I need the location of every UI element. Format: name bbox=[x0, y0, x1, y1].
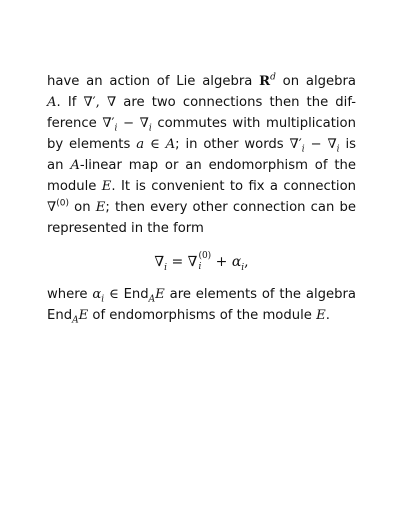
math-superscript: (0) bbox=[56, 198, 69, 209]
text-span: by elements bbox=[47, 137, 137, 152]
math-symbol: ∇ bbox=[47, 200, 57, 215]
text-span: where bbox=[47, 287, 93, 302]
math-subscript: i bbox=[148, 123, 152, 134]
math-inline: ∇′ bbox=[289, 137, 302, 152]
text-span: ference bbox=[47, 116, 103, 131]
math-supsub-stack bbox=[198, 251, 211, 273]
math-inline: a ∈ A bbox=[136, 137, 176, 152]
display-equation bbox=[47, 245, 356, 279]
math-symbol: A bbox=[70, 158, 80, 173]
text-span: . bbox=[325, 308, 330, 323]
text-line bbox=[47, 305, 356, 326]
text-line bbox=[47, 284, 356, 305]
math-symbol: E bbox=[155, 287, 165, 302]
math-symbol: E bbox=[316, 308, 326, 323]
text-span: of endomorphisms of the module bbox=[88, 308, 317, 323]
math-inline: − ∇ bbox=[304, 137, 337, 152]
text-line bbox=[47, 71, 356, 92]
math-inline: ∇′ bbox=[102, 116, 115, 131]
math-symbol: α bbox=[92, 287, 102, 302]
math-symbol: E bbox=[95, 200, 106, 215]
text-span: are elements of the algebra bbox=[164, 287, 356, 302]
text-span: is bbox=[339, 137, 356, 152]
math-subscript: i bbox=[101, 294, 105, 305]
text-span: module bbox=[47, 179, 102, 194]
math-subscript: i bbox=[301, 144, 305, 155]
text-line bbox=[47, 113, 356, 134]
text-span: are two connections then the dif- bbox=[116, 95, 357, 110]
math-subscript: A bbox=[72, 315, 79, 326]
text-line bbox=[47, 92, 356, 113]
text-span: on algebra bbox=[275, 74, 356, 89]
math-inline: , bbox=[244, 254, 249, 270]
math-symbol: A bbox=[47, 95, 57, 110]
math-inline: = ∇ bbox=[167, 254, 198, 270]
math-subscript: i bbox=[164, 262, 168, 273]
math-subscript: i bbox=[114, 123, 118, 134]
text-span: commutes with multiplication bbox=[151, 116, 356, 131]
text-span: an bbox=[47, 158, 71, 173]
text-span: ; then every other connection can be bbox=[105, 200, 356, 215]
math-superscript: (0) bbox=[198, 251, 212, 261]
text-span: . It is convenient to fix a connection bbox=[111, 179, 356, 194]
math-inline: ∈ bbox=[104, 287, 124, 302]
text-block bbox=[47, 71, 356, 326]
text-span: End bbox=[123, 287, 149, 302]
math-inline: − ∇ bbox=[117, 116, 149, 131]
math-symbol: E bbox=[101, 179, 112, 194]
text-line bbox=[47, 176, 356, 197]
math-subscript: i bbox=[336, 144, 340, 155]
math-superscript: d bbox=[270, 72, 276, 83]
text-span: have an action of Lie algebra bbox=[47, 74, 260, 89]
text-span: ; in other words bbox=[175, 137, 290, 152]
math-symbol: E bbox=[78, 308, 89, 323]
text-line bbox=[47, 155, 356, 176]
math-bold-R: R bbox=[259, 74, 271, 89]
math-inline: ∇′, ∇ bbox=[83, 95, 117, 110]
math-subscript: A bbox=[148, 294, 156, 305]
text-span: . If bbox=[56, 95, 84, 110]
math-subscript: i bbox=[198, 262, 202, 272]
text-line bbox=[47, 134, 356, 155]
math-symbol: ∇ bbox=[154, 254, 165, 270]
math-inline: + α bbox=[211, 254, 242, 270]
math-subscript: i bbox=[241, 262, 245, 273]
text-span: -linear map or an endomorphism of the bbox=[79, 158, 356, 173]
text-span: End bbox=[47, 308, 73, 323]
text-span: on bbox=[68, 200, 96, 215]
text-span: represented in the form bbox=[47, 221, 204, 236]
text-line bbox=[47, 218, 356, 239]
text-line bbox=[47, 197, 356, 218]
